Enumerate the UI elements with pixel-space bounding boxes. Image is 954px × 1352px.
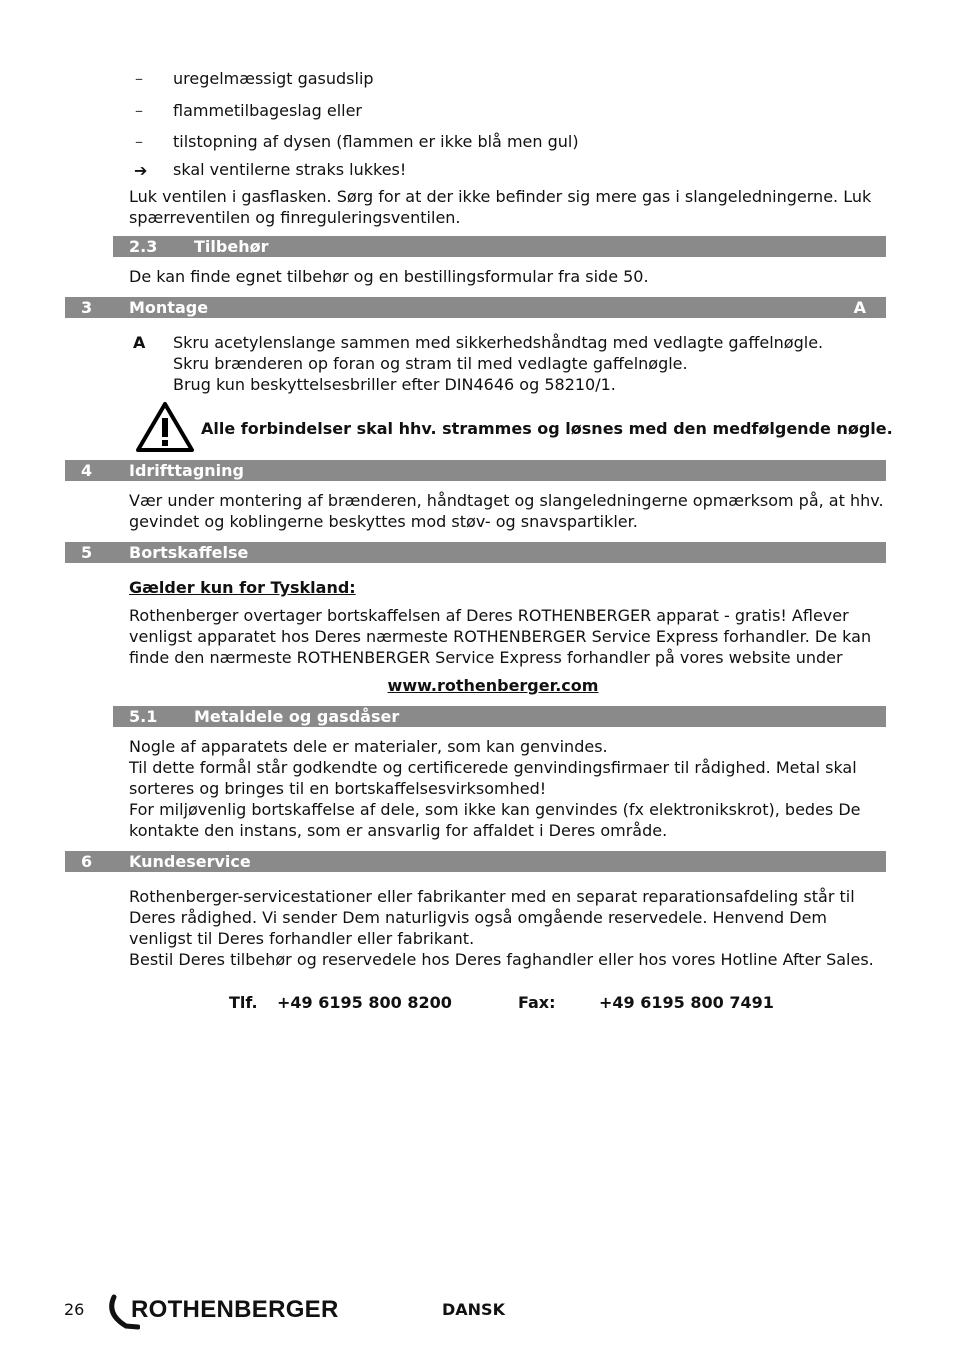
service-text: Rothenberger-servicestationer eller fabrikanter med en separat reparationsafdeling står til Deres rådighed. Vi sender Dem naturligvis også omgående reservedele. Henvend Dem venligst til Deres forhandler eller fabrikant.	[129, 887, 855, 948]
warning-text: Alle forbindelser skal hhv. strammes og løsnes med den medfølgende nøgle.	[201, 419, 893, 438]
accessories-text: De kan finde egnet tilbehør og en bestillingsformular fra side 50.	[129, 267, 649, 286]
section-header-5-1	[113, 706, 886, 727]
arrow-right-icon: ➔	[134, 161, 148, 180]
figure-marker: A	[853, 298, 866, 317]
language-label: DANSK	[442, 1300, 505, 1319]
section-number: 2.3	[129, 237, 158, 256]
service-text: Bestil Deres tilbehør og reservedele hos Deres faghandler eller hos vores Hotline After Sales.	[129, 950, 874, 969]
section-header-5	[65, 542, 886, 563]
section-header-3	[65, 297, 886, 318]
tel-number: +49 6195 800 8200	[277, 993, 452, 1012]
step-line: Skru brænderen op foran og stram til med vedlagte gaffelnøgle.	[173, 354, 688, 373]
fax-label: Fax:	[518, 993, 556, 1012]
section-title: Montage	[129, 298, 209, 317]
list-item: tilstopning af dysen (flammen er ikke blå men gul)	[173, 132, 579, 151]
metal-line: For miljøvenlig bortskaffelse af dele, som ikke kan genvindes (fx elektronikskrot), bedes De kontakte den instans, som er ansvarlig for affaldet i Deres område.	[129, 800, 861, 840]
page-number: 26	[64, 1300, 85, 1319]
section-title: Tilbehør	[194, 237, 269, 256]
dash-bullet: –	[135, 101, 143, 120]
section-header-6	[65, 851, 886, 872]
tel-label: Tlf.	[229, 993, 258, 1012]
list-item-arrow: skal ventilerne straks lukkes!	[173, 160, 407, 179]
website-link[interactable]: www.rothenberger.com	[387, 676, 599, 695]
section-title: Bortskaffelse	[129, 543, 249, 562]
section-header-4	[65, 460, 886, 481]
commissioning-text: Vær under montering af brænderen, håndtaget og slangeledningerne opmærksom på, at hhv. gevindet og koblingerne beskyttes mod støv- og snavspartikler.	[129, 491, 884, 531]
intro-paragraph: Luk ventilen i gasflasken. Sørg for at der ikke befinder sig mere gas i slangeledningerne. Luk spærreventilen og finreguleringsventilen.	[129, 187, 872, 227]
metal-line: Til dette formål står godkendte og certificerede genvindingsfirmaer til rådighed. Metal skal sorteres og bringes til en bortskaffelsesvirksomhed!	[129, 758, 857, 798]
step-line: Brug kun beskyttelsesbriller efter DIN4646 og 58210/1.	[173, 375, 616, 394]
dash-bullet: –	[135, 69, 143, 88]
section-title: Kundeservice	[129, 852, 251, 871]
section-number: 4	[81, 461, 93, 480]
section-title: Metaldele og gasdåser	[194, 707, 400, 726]
warning-icon	[135, 401, 195, 453]
metal-line: Nogle af apparatets dele er materialer, som kan genvindes.	[129, 737, 608, 756]
section-header-2-3	[113, 236, 886, 257]
step-line: Skru acetylenslange sammen med sikkerhedshåndtag med vedlagte gaffelnøgle.	[173, 333, 824, 352]
fax-number: +49 6195 800 7491	[599, 993, 774, 1012]
brand-logo: ROTHENBERGER	[131, 1296, 339, 1323]
germany-subheading: Gælder kun for Tyskland:	[129, 578, 356, 597]
dash-bullet: –	[135, 132, 143, 151]
section-number: 5.1	[129, 707, 158, 726]
section-title: Idrifttagning	[129, 461, 245, 480]
list-item: uregelmæssigt gasudslip	[173, 69, 374, 88]
section-number: 3	[81, 298, 93, 317]
list-item: flammetilbageslag eller	[173, 101, 363, 120]
section-number: 5	[81, 543, 93, 562]
step-label: A	[133, 333, 146, 352]
disposal-text: Rothenberger overtager bortskaffelsen af Deres ROTHENBERGER apparat - gratis! Aflever venligst apparatet hos Deres nærmeste ROTHENBERGER Service Express forhandler. De kan finde den nærmeste ROTHENBERGER Service Express forhandler på vores website under	[129, 606, 872, 667]
section-number: 6	[81, 852, 93, 871]
